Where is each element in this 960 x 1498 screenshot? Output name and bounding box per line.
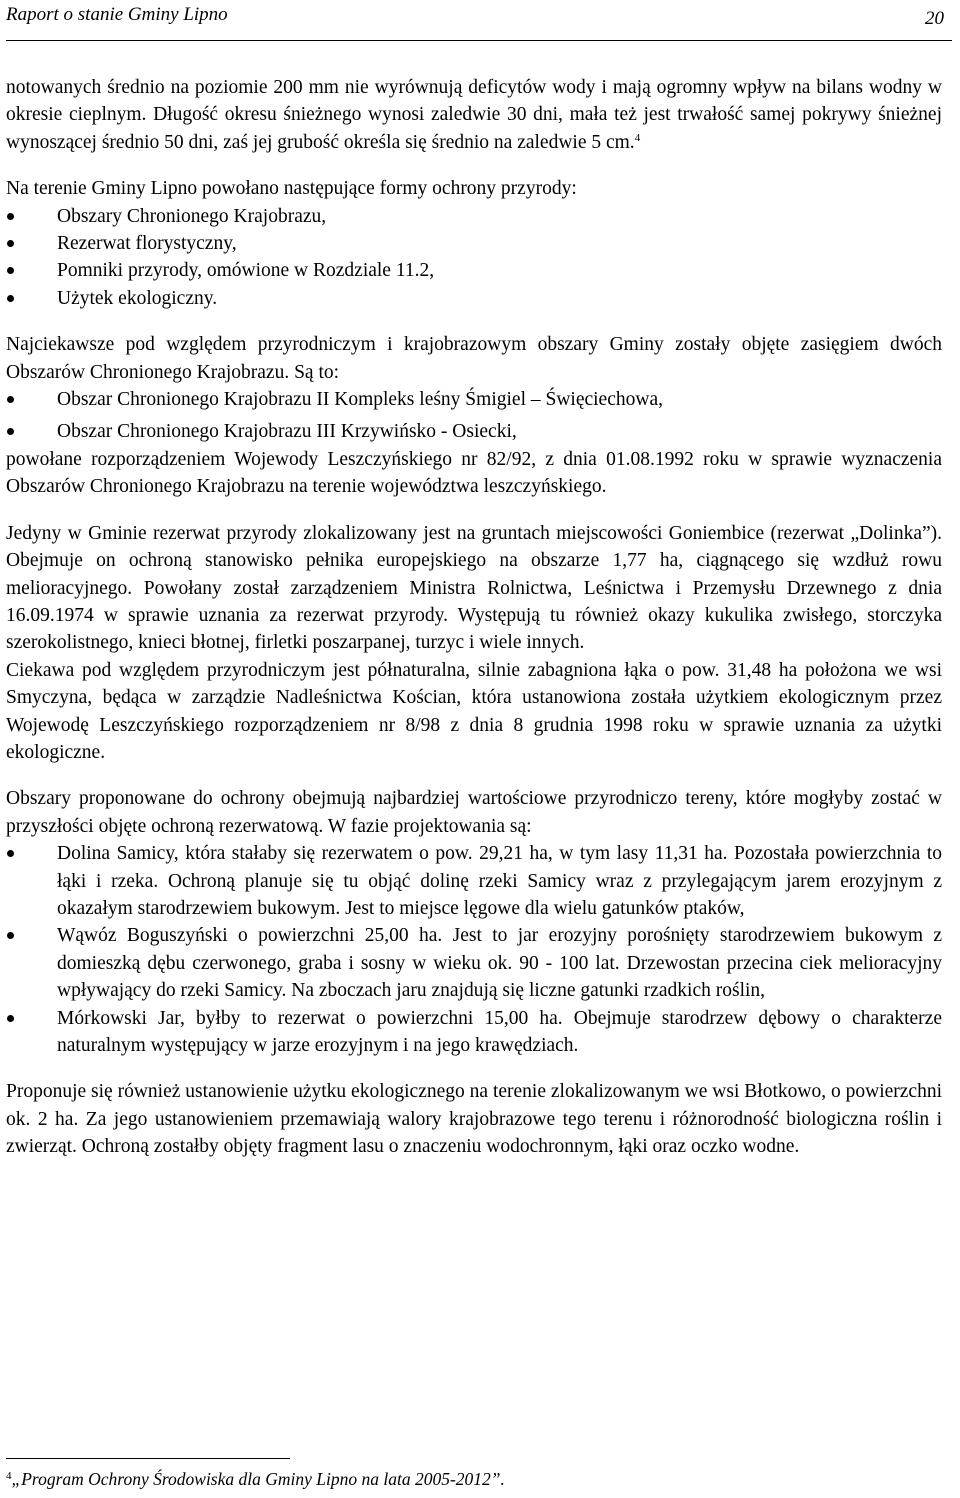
paragraph-ecological-meadow: Ciekawa pod względem przyrodniczym jest półnaturalna, silnie zabagniona łąka o pow. 31,48 ha położona we wsi Smyczyna, będąca w zarządzie Nadleśnictwa Kościan, która ustanowiona została użytkiem ekologicznym przez Wojewodę Leszczyńskiego rozporządzeniem nr 8/98 z dnia 8 grudnia 1998 roku w sprawie uznania za użytki ekologiczne. [6, 659, 942, 763]
footnote [6, 1469, 505, 1490]
paragraph-climate [6, 74, 942, 156]
page-header [6, 0, 952, 41]
list-item: Użytek ekologiczny. [6, 285, 942, 312]
footnote-number: 4 [6, 1470, 12, 1482]
page-body [6, 74, 942, 1161]
paragraph-proposed-areas-intro: Obszary proponowane do ochrony obejmują najbardziej wartościowe przyrodniczo tereny, które mogłyby zostać w przyszłości objęte ochroną rezerwatową. W fazie projektowania są: [6, 788, 942, 837]
list-item: Obszar Chronionego Krajobrazu II Kompleks leśny Śmigiel – Święciechowa, [6, 386, 942, 413]
proposed-areas-list [6, 840, 942, 1059]
list-item: Dolina Samicy, która stałaby się rezerwatem o pow. 29,21 ha, w tym lasy 11,31 ha. Pozostała powierzchnia to łąki i rzeka. Ochroną planuje się tu objąć dolinę rzeki Samicy wraz z przylegającym jarem erozyjnym z okazałym starodrzewiem bukowym. Jest to miejsce lęgowe dla wielu gatunków ptaków, [6, 840, 942, 922]
footnote-reference[interactable]: 4 [634, 131, 641, 144]
paragraph-protection-forms-intro: Na terenie Gminy Lipno powołano następujące formy ochrony przyrody: [6, 178, 577, 200]
list-item: Wąwóz Boguszyński o powierzchni 25,00 ha. Jest to jar erozyjny porośnięty starodrzewiem bukowym z domieszką dębu czerwonego, graba i sosny w wieku ok. 90 - 100 lat. Drzewostan przecina ciek melioracyjny wpływający do rzeki Samicy. Na zboczach jaru znajdują się liczne gatunki rzadkich roślin, [6, 922, 942, 1004]
page-number: 20 [925, 8, 944, 29]
list-item: Obszary Chronionego Krajobrazu, [6, 203, 942, 230]
landscape-areas-list [6, 386, 942, 446]
list-item: Mórkowski Jar, byłby to rezerwat o powierzchni 15,00 ha. Obejmuje starodrzew dębowy o charakterze naturalnym występujący w jarze erozyjnym i na jego krawędziach. [6, 1005, 942, 1060]
paragraph-landscape-areas-outro: powołane rozporządzeniem Wojewody Leszczyńskiego nr 82/92, z dnia 01.08.1992 roku w sprawie wyznaczenia Obszarów Chronionego Krajobrazu na terenie województwa leszczyńskiego. [6, 448, 942, 498]
protection-forms-list [6, 203, 942, 313]
list-item: Pomniki przyrody, omówione w Rozdziale 11.2, [6, 257, 942, 284]
paragraph-climate-text: notowanych średnio na poziomie 200 mm nie wyrównują deficytów wody i mają ogromny wpływ na bilans wodny w okresie cieplnym. Długość okresu śnieżnego wynosi zaledwie 30 dni, mała też jest trwałość samej pokrywy śnieżnej wynoszącej średnio 50 dni, zaś jej grubość określa się średnio na zaledwie 5 cm. [6, 77, 942, 153]
list-item: Rezerwat florystyczny, [6, 230, 942, 257]
paragraph-reserve-dolinka: Jedyny w Gminie rezerwat przyrody zlokalizowany jest na gruntach miejscowości Goniembice (rezerwat „Dolinka”). Obejmuje on ochroną stanowisko pełnika europejskiego na obszarze 1,77 ha, ciągnącego się wzdłuż rowu melioracyjnego. Powołany został zarządzeniem Ministra Rolnictwa, Leśnictwa i Przemysłu Drzewnego z dnia 16.09.1974 w sprawie uznania za rezerwat przyrody. Występują tu również okazy kukulika zwisłego, storczyka szerokolistnego, knieci błotnej, firletki poszarpanej, turzyc i wiele innych. [6, 522, 942, 654]
footnote-separator [6, 1458, 290, 1459]
paragraph-landscape-areas-intro: Najciekawsze pod względem przyrodniczym i krajobrazowym obszary Gminy zostały objęte zasięgiem dwóch Obszarów Chronionego Krajobrazu. Są to: [6, 334, 942, 383]
footnote-text: „Program Ochrony Środowiska dla Gminy Lipno na lata 2005-2012”. [11, 1469, 505, 1489]
list-item: Obszar Chronionego Krajobrazu III Krzywińsko - Osiecki, [6, 418, 942, 445]
paragraph-blotkowo-proposal: Proponuje się również ustanowienie użytku ekologicznego na terenie zlokalizowanym we wsi Błotkowo, o powierzchni ok. 2 ha. Za jego ustanowieniem przemawiają walory krajobrazowe tego terenu i różnorodność biologiczna roślin i zwierząt. Ochroną zostałby objęty fragment lasu o znaczeniu wodochronnym, łąki oraz oczko wodne. [6, 1081, 942, 1158]
document-title: Raport o stanie Gminy Lipno [6, 4, 228, 25]
